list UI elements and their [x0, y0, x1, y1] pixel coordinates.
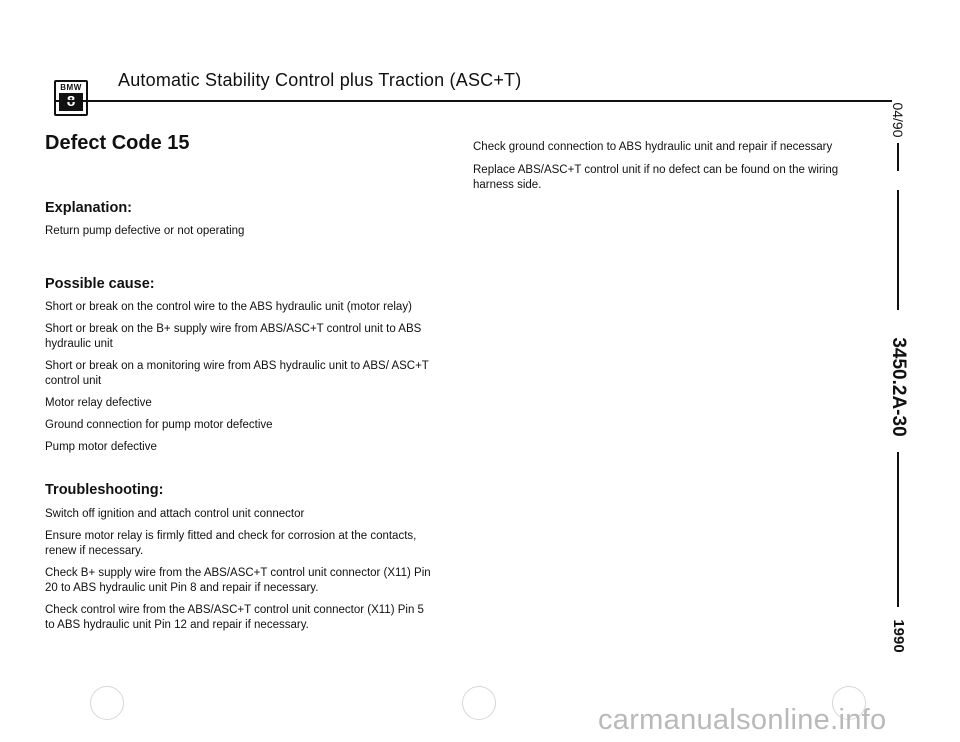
manual-title: Automatic Stability Control plus Traction (ASC+T): [118, 70, 522, 90]
cause-item: Short or break on a monitoring wire from ABS hydraulic unit to ABS/ ASC+T control unit: [45, 360, 429, 387]
margin-rule: [897, 143, 899, 171]
cause-item: Motor relay defective: [45, 397, 152, 409]
cause-item: Short or break on the B+ supply wire from ABS/ASC+T control unit to ABS hydraulic unit: [45, 323, 422, 350]
possible-cause-list: [45, 300, 435, 462]
margin-rule: [897, 452, 899, 607]
logo-series-number: [59, 93, 83, 111]
explanation-item: Return pump defective or not operating: [45, 225, 245, 237]
defect-code-title: Defect Code 15: [45, 132, 190, 154]
troubleshooting-step: Ensure motor relay is firmly fitted and check for corrosion at the contacts, renew if necessary.: [45, 530, 417, 557]
cause-item: Short or break on the control wire to the ABS hydraulic unit (motor relay): [45, 301, 412, 313]
troubleshooting-step: Check B+ supply wire from the ABS/ASC+T control unit connector (X11) Pin 20 to ABS hydraulic unit Pin 8 and repair if necessary.: [45, 567, 431, 594]
troubleshooting-step: Replace ABS/ASC+T control unit if no defect can be found on the wiring harness side.: [473, 164, 839, 191]
watermark-text: carmanualsonline.info: [598, 704, 887, 736]
right-column-steps: [473, 140, 853, 201]
troubleshooting-step: Switch off ignition and attach control unit connector: [45, 508, 305, 520]
possible-cause-heading: Possible cause:: [45, 276, 155, 292]
cause-item: Pump motor defective: [45, 441, 157, 453]
header-divider: [54, 100, 892, 102]
troubleshooting-heading: Troubleshooting:: [45, 482, 164, 498]
explanation-text: [45, 224, 435, 246]
punch-hole: [90, 686, 124, 720]
page-number: 3450.2A-30: [888, 337, 909, 437]
bmw-logo: [54, 80, 88, 116]
troubleshooting-step: Check ground connection to ABS hydraulic unit and repair if necessary: [473, 141, 833, 153]
logo-brand-text: BMW: [60, 83, 82, 92]
punch-hole: [462, 686, 496, 720]
troubleshooting-step: Check control wire from the ABS/ASC+T control unit connector (X11) Pin 5 to ABS hydraulic unit Pin 12 and repair if necessary.: [45, 604, 424, 631]
revision-date: 04/90: [890, 102, 906, 138]
cause-item: Ground connection for pump motor defective: [45, 419, 273, 431]
explanation-heading: Explanation:: [45, 200, 133, 216]
troubleshooting-list: [45, 507, 435, 640]
model-year: 1990: [890, 619, 907, 653]
margin-rule: [897, 190, 899, 310]
